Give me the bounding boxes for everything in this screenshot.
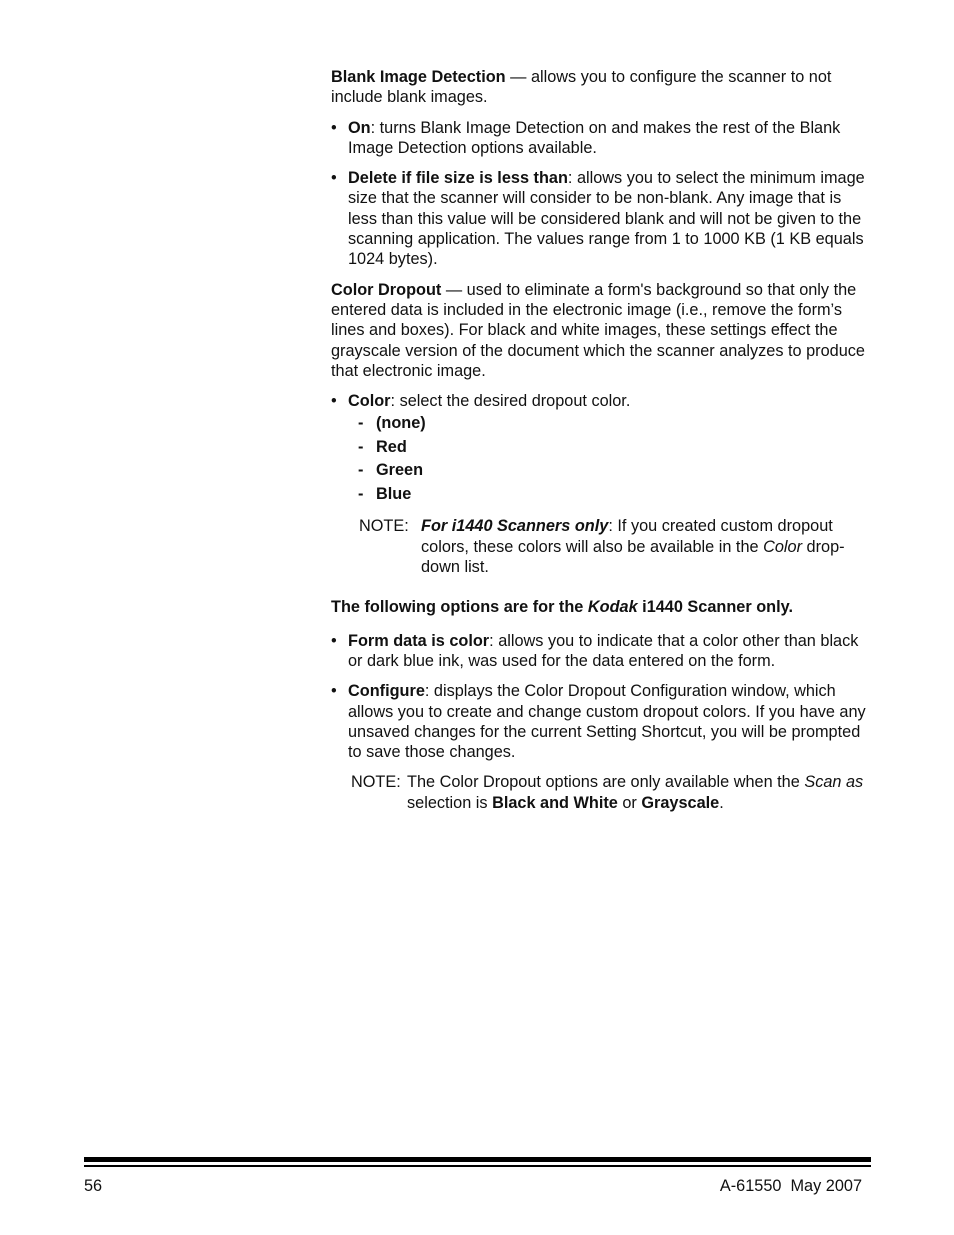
color-dropout-description: — used to eliminate a form's background so that only the entered data is included in the electronic image (i.e., remove the form’s lines and boxes). For black and white images, these settings effect the grayscale version of the document which the scanner analyzes to produce that electronic image.	[331, 280, 865, 380]
note-label: NOTE:	[351, 773, 401, 792]
blank-image-detection-term: Blank Image Detection	[331, 68, 506, 86]
color-dropout-term: Color Dropout	[331, 280, 442, 299]
color-dropout-availability-note	[331, 772, 873, 813]
configure-term: Configure	[348, 682, 425, 701]
on-option	[331, 118, 873, 159]
dropout-color-item	[348, 460, 873, 484]
bullet-icon: •	[331, 631, 337, 650]
heading-brand: Kodak	[587, 598, 638, 617]
dropout-color-list	[348, 413, 873, 507]
document-id: A-61550 May 2007	[719, 1177, 862, 1195]
dash-icon: -	[358, 461, 364, 480]
delete-if-description: : allows you to select the minimum image size that the scanner will consider to be non-blank. Any image that is less than this value will be considered blank and will not be given to the scanning application. The values range from 1 to 1000 KB (1 KB equals 1024 bytes).	[348, 169, 865, 269]
configure-option	[331, 681, 873, 762]
note-emphasis: For i1440 Scanners only	[421, 517, 609, 536]
bullet-icon: •	[331, 118, 337, 137]
note-italic: Color	[763, 537, 803, 556]
on-term: On	[348, 118, 371, 137]
page-number: 56	[84, 1177, 103, 1195]
note-text: The Color Dropout options are only available when the	[407, 773, 805, 792]
color-option	[331, 391, 873, 507]
note-bold: Grayscale	[641, 793, 720, 812]
footer-rule-thick	[84, 1157, 871, 1162]
note-label: NOTE:	[359, 517, 409, 536]
dropout-color-label: Blue	[376, 484, 412, 503]
blank-image-detection-description: — allows you to configure the scanner to not include blank images.	[331, 68, 832, 107]
footer-rule-thin	[84, 1165, 871, 1167]
form-data-description: : allows you to indicate that a color other than black or dark blue ink, was used for the data entered on the form.	[348, 631, 859, 670]
dropout-color-label: (none)	[376, 414, 426, 433]
form-data-term: Form data is color	[348, 631, 490, 650]
blank-image-detection-paragraph	[331, 67, 873, 108]
color-dropout-paragraph	[331, 280, 873, 381]
note-text: drop-down list.	[421, 537, 845, 577]
note-text: : If you created custom dropout colors, these colors will also be available in the	[421, 517, 833, 556]
color-description: : select the desired dropout color.	[390, 392, 631, 411]
dropout-color-label: Red	[376, 437, 407, 456]
configure-description: : displays the Color Dropout Configuration window, which allows you to create and change custom dropout colors. If you have any unsaved changes for the current Setting Shortcut, you will be prompted to save those changes.	[348, 682, 866, 762]
bullet-icon: •	[331, 682, 337, 701]
bullet-icon: •	[331, 392, 337, 411]
note-text: or	[617, 793, 642, 812]
dash-icon: -	[358, 484, 364, 503]
dropout-color-item	[348, 413, 873, 437]
note-text: selection is	[407, 793, 493, 812]
heading-text: i1440 Scanner only.	[637, 598, 793, 617]
note-text: .	[719, 793, 724, 812]
dash-icon: -	[358, 414, 364, 433]
dash-icon: -	[358, 437, 364, 456]
bullet-icon: •	[331, 169, 337, 188]
page-content	[331, 67, 873, 813]
note-bold: Black and White	[492, 793, 618, 812]
i1440-custom-colors-note	[331, 516, 873, 577]
form-data-is-color-option	[331, 631, 873, 672]
on-description: : turns Blank Image Detection on and makes the rest of the Blank Image Detection options available.	[348, 118, 841, 157]
heading-text: The following options are for the	[331, 598, 588, 617]
delete-if-term: Delete if file size is less than	[348, 169, 568, 188]
dropout-color-item	[348, 484, 873, 508]
color-term: Color	[348, 392, 391, 411]
delete-if-option	[331, 168, 873, 269]
dropout-color-item	[348, 437, 873, 461]
dropout-color-label: Green	[376, 461, 424, 480]
i1440-section-heading	[331, 597, 873, 617]
note-italic: Scan as	[804, 773, 864, 792]
